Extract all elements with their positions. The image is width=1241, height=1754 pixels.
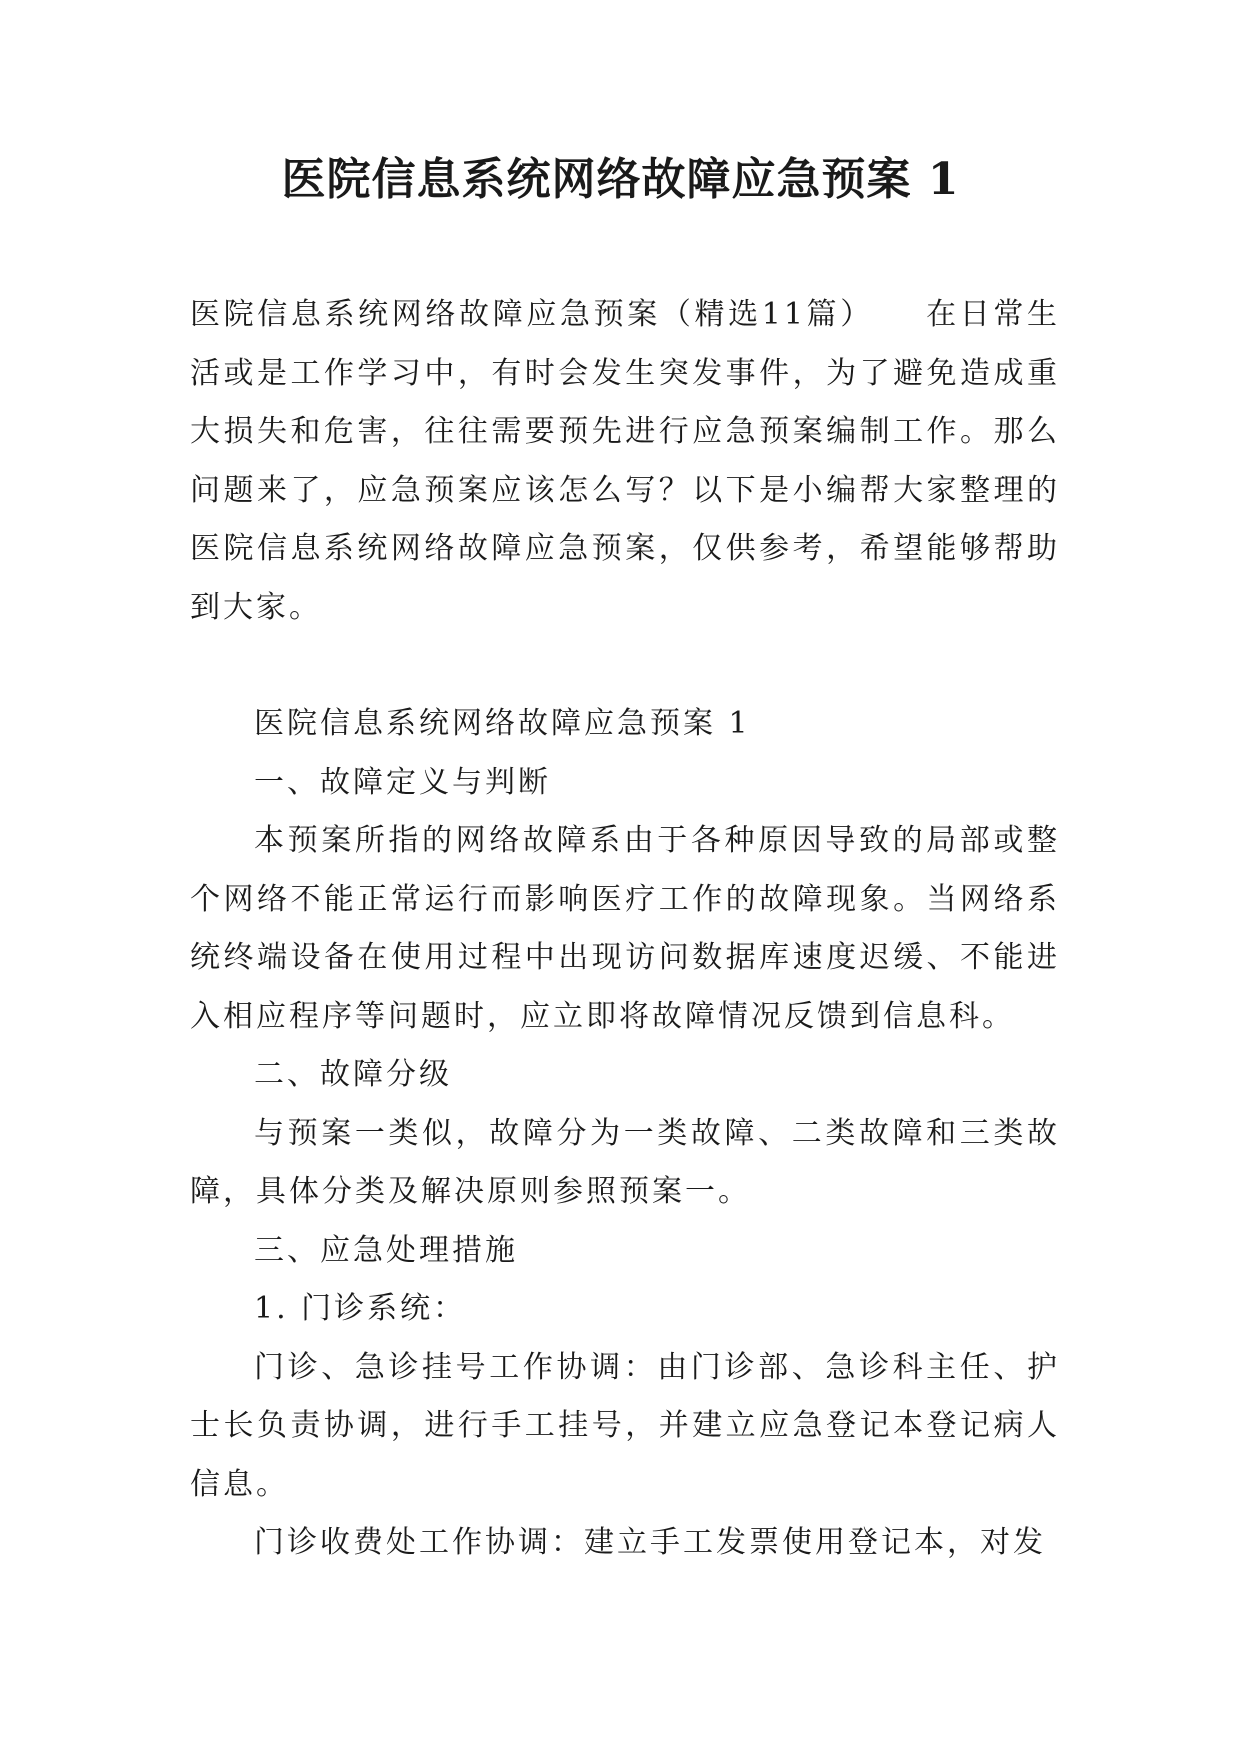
section-title: 医院信息系统网络故障应急预案 1 bbox=[254, 706, 751, 741]
heading-classification: 二、故障分级 bbox=[254, 1057, 452, 1092]
document-body bbox=[190, 286, 1060, 1573]
list-item-outpatient-system: 1. 门诊系统： bbox=[254, 1291, 467, 1326]
heading-definition: 一、故障定义与判断 bbox=[254, 764, 551, 800]
paragraph-registration: 门诊、急诊挂号工作协调：由门诊部、急诊科主任、护士长负责协调，进行手工挂号，并建立应急登记本登记病人信息。 bbox=[190, 1349, 1060, 1502]
heading-measures: 三、应急处理措施 bbox=[254, 1232, 518, 1268]
paragraph-billing: 门诊收费处工作协调：建立手工发票使用登记本，对发 bbox=[254, 1525, 1046, 1560]
paragraph-definition: 本预案所指的网络故障系由于各种原因导致的局部或整个网络不能正常运行而影响医疗工作的故障现象。当网络系统终端设备在使用过程中出现访问数据库速度迟缓、不能进入相应程序等问题时，应立即将故障情况反馈到信息科。 bbox=[190, 823, 1060, 1034]
paragraph-classification: 与预案一类似，故障分为一类故障、二类故障和三类故障，具体分类及解决原则参照预案一。 bbox=[190, 1115, 1060, 1209]
document-title: 医院信息系统网络故障应急预案 1 bbox=[281, 154, 960, 205]
intro-paragraph: 医院信息系统网络故障应急预案（精选11篇） 在日常生活或是工作学习中，有时会发生突发事件，为了避免造成重大损失和危害，往往需要预先进行应急预案编制工作。那么问题来了，应急预案应该怎么写？以下是小编帮大家整理的医院信息系统网络故障应急预案，仅供参考，希望能够帮助到大家。 bbox=[190, 297, 1060, 625]
